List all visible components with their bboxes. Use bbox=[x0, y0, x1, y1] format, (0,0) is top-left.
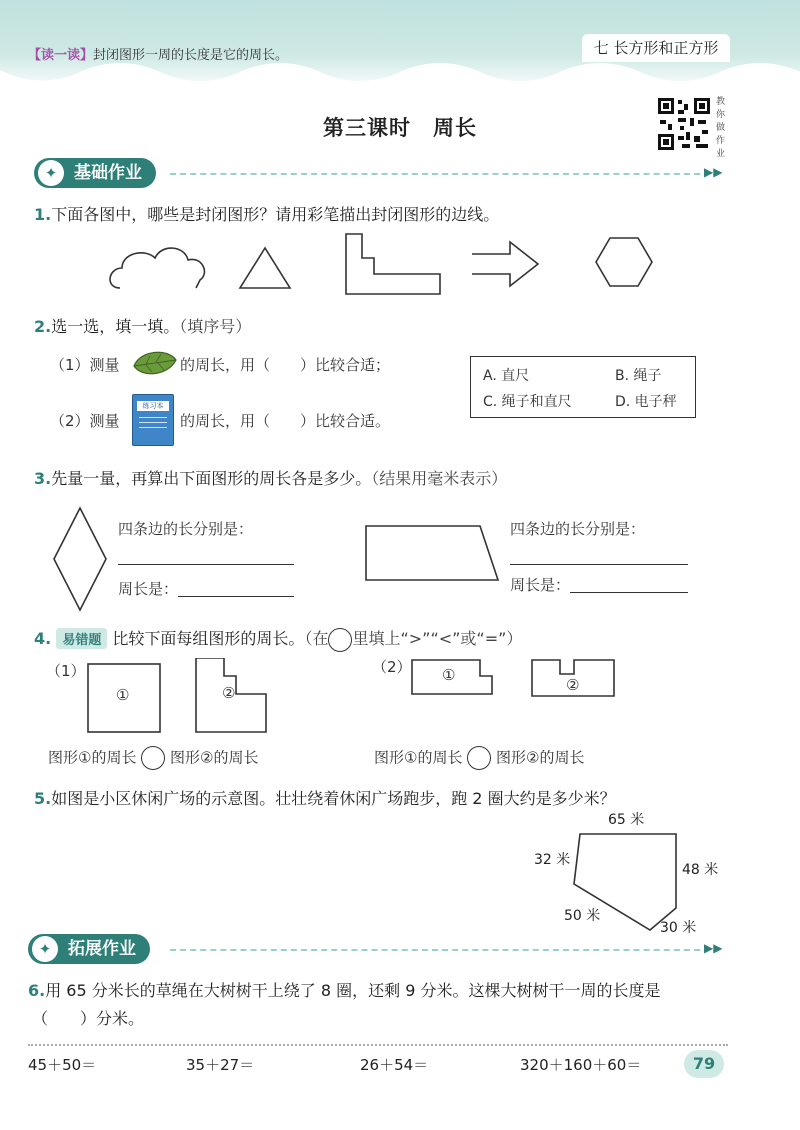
header-wave bbox=[0, 60, 800, 100]
q4-group-2-label: （2） bbox=[372, 658, 412, 676]
question-4 bbox=[34, 626, 522, 652]
question-6-number: 6. bbox=[28, 981, 46, 1000]
tip-text: 封闭图形一周的长度是它的周长。 bbox=[93, 48, 289, 63]
option-c: C. 绳子和直尺 bbox=[483, 394, 572, 410]
q2-item-2 bbox=[50, 410, 120, 431]
q4-compare-1-pre: 图形①的周长 bbox=[48, 748, 137, 767]
q4-compare-1 bbox=[48, 746, 258, 770]
side-bottom-right-label: 30 米 bbox=[660, 920, 697, 936]
rhombus-shape bbox=[50, 504, 110, 614]
q4-compare-2 bbox=[374, 746, 584, 770]
options-box bbox=[470, 356, 696, 418]
option-b: B. 绳子 bbox=[615, 368, 662, 384]
q3-left-sides-label: 四条边的长分别是： bbox=[118, 520, 254, 538]
q1-shapes bbox=[100, 228, 720, 298]
q4-group-1-shapes bbox=[84, 658, 284, 736]
q3-right-sides-blank[interactable] bbox=[510, 564, 688, 565]
q3-right-sides-label: 四条边的长分别是： bbox=[510, 520, 646, 538]
q4-shape-1a-label: ① bbox=[116, 686, 130, 704]
unit-tab: 七 长方形和正方形 bbox=[582, 34, 730, 62]
question-2-number: 2. bbox=[34, 317, 52, 336]
q4-compare-1-circle[interactable] bbox=[141, 746, 165, 770]
question-4-hint-post: 里填上“>”“<”或“=”） bbox=[352, 629, 523, 648]
q4-compare-2-circle[interactable] bbox=[467, 746, 491, 770]
side-top-label: 65 米 bbox=[608, 812, 645, 828]
reading-tip bbox=[28, 44, 288, 63]
question-3-hint: （结果用毫米表示） bbox=[371, 469, 508, 488]
q3-left-sides-blank[interactable] bbox=[118, 564, 294, 565]
q4-shape-2b-label: ② bbox=[566, 676, 580, 694]
q2-item-2-post[interactable]: 的周长，用（ ）比较合适。 bbox=[180, 412, 391, 430]
lightbulb-icon: ✦ bbox=[38, 160, 64, 186]
calc-4[interactable]: 320＋160＋60＝ bbox=[520, 1056, 642, 1074]
question-4-text: 比较下面每组图形的周长。 bbox=[112, 629, 305, 648]
plaza-diagram bbox=[520, 808, 730, 938]
option-a: A. 直尺 bbox=[483, 368, 530, 384]
notebook-icon bbox=[132, 394, 174, 446]
question-1-text: 下面各图中，哪些是封闭图形？请用彩笔描出封闭图形的边线。 bbox=[51, 205, 500, 224]
question-5-number: 5. bbox=[34, 789, 52, 808]
option-d: D. 电子秤 bbox=[615, 394, 677, 410]
q2-item-1-pre: （1）测量 bbox=[50, 356, 120, 374]
calc-3[interactable]: 26＋54＝ bbox=[360, 1056, 429, 1074]
question-6 bbox=[28, 978, 738, 1001]
q3-right-perimeter-blank[interactable] bbox=[570, 592, 688, 593]
page-title: 第三课时 周长 bbox=[323, 116, 477, 140]
notebook-label: 练习本 bbox=[137, 401, 169, 411]
section-extend-label: 拓展作业 bbox=[68, 939, 136, 959]
question-2-text: 选一选，填一填。 bbox=[51, 317, 180, 336]
section-extend-badge bbox=[28, 934, 150, 964]
q4-compare-2-pre: 图形①的周长 bbox=[374, 748, 463, 767]
q4-compare-2-post: 图形②的周长 bbox=[496, 748, 585, 767]
side-right-label: 48 米 bbox=[682, 862, 719, 878]
question-2 bbox=[34, 314, 251, 337]
q3-right-perimeter-label: 周长是： bbox=[510, 576, 571, 594]
section-divider bbox=[170, 949, 700, 951]
question-1 bbox=[34, 202, 499, 225]
section-divider bbox=[170, 173, 700, 175]
calc-2[interactable]: 35＋27＝ bbox=[186, 1056, 255, 1074]
cloud-shape bbox=[110, 248, 204, 288]
side-left-label: 32 米 bbox=[534, 852, 571, 868]
question-3-text: 先量一量，再算出下面图形的周长各是多少。 bbox=[51, 469, 372, 488]
error-prone-badge: 易错题 bbox=[56, 628, 107, 649]
question-3 bbox=[34, 466, 507, 489]
q4-group-1-label: （1） bbox=[46, 662, 86, 680]
section-basic-badge bbox=[34, 158, 156, 188]
section-basic-label: 基础作业 bbox=[74, 163, 142, 183]
page-number: 79 bbox=[684, 1050, 724, 1078]
calc-1[interactable]: 45＋50＝ bbox=[28, 1056, 97, 1074]
double-chevron-icon: ▶▶ bbox=[704, 941, 723, 955]
footer-rule bbox=[28, 1044, 728, 1046]
qr-code-icon[interactable] bbox=[656, 96, 712, 152]
side-bottom-left-label: 50 米 bbox=[564, 908, 601, 924]
q3-left-perimeter-label: 周长是： bbox=[118, 580, 179, 598]
q4-shape-1b-label: ① bbox=[442, 666, 456, 684]
question-6-text: 用 65 分米长的草绳在大树树干上绕了 8 圈，还剩 9 分米。这棵大树树干一周的长度是 bbox=[45, 981, 661, 1000]
compare-circle-icon bbox=[328, 628, 352, 652]
question-3-number: 3. bbox=[34, 469, 52, 488]
hexagon-shape bbox=[596, 238, 652, 286]
lightbulb-icon: ✦ bbox=[32, 936, 58, 962]
qr-label: 教你做作业 bbox=[716, 97, 726, 159]
tip-bracket: 【读一读】 bbox=[28, 48, 94, 63]
q2-item-1-post[interactable]: 的周长，用（ ）比较合适； bbox=[180, 356, 391, 374]
double-chevron-icon: ▶▶ bbox=[704, 165, 723, 179]
question-4-number: 4. bbox=[34, 629, 52, 648]
q2-item-2-pre: （2）测量 bbox=[50, 412, 120, 430]
question-6-answer[interactable]: （ ）分米。 bbox=[32, 1009, 145, 1028]
question-1-number: 1. bbox=[34, 205, 52, 224]
q4-shape-2a-label: ② bbox=[222, 684, 236, 702]
step-shape bbox=[346, 234, 440, 294]
arrow-shape bbox=[472, 242, 538, 286]
q4-group-2-shapes bbox=[408, 656, 628, 700]
trapezoid-shape bbox=[362, 520, 502, 586]
question-4-hint-pre: （在 bbox=[304, 629, 329, 648]
q2-item-1 bbox=[50, 354, 120, 375]
leaf-icon bbox=[130, 346, 178, 380]
question-5-text: 如图是小区休闲广场的示意图。壮壮绕着休闲广场跑步，跑 2 圈大约是多少米？ bbox=[51, 789, 616, 808]
q3-left-perimeter-blank[interactable] bbox=[178, 596, 294, 597]
question-2-hint: （填序号） bbox=[179, 317, 252, 336]
q4-compare-1-post: 图形②的周长 bbox=[170, 748, 259, 767]
question-5 bbox=[34, 786, 616, 809]
triangle-shape bbox=[240, 248, 290, 288]
